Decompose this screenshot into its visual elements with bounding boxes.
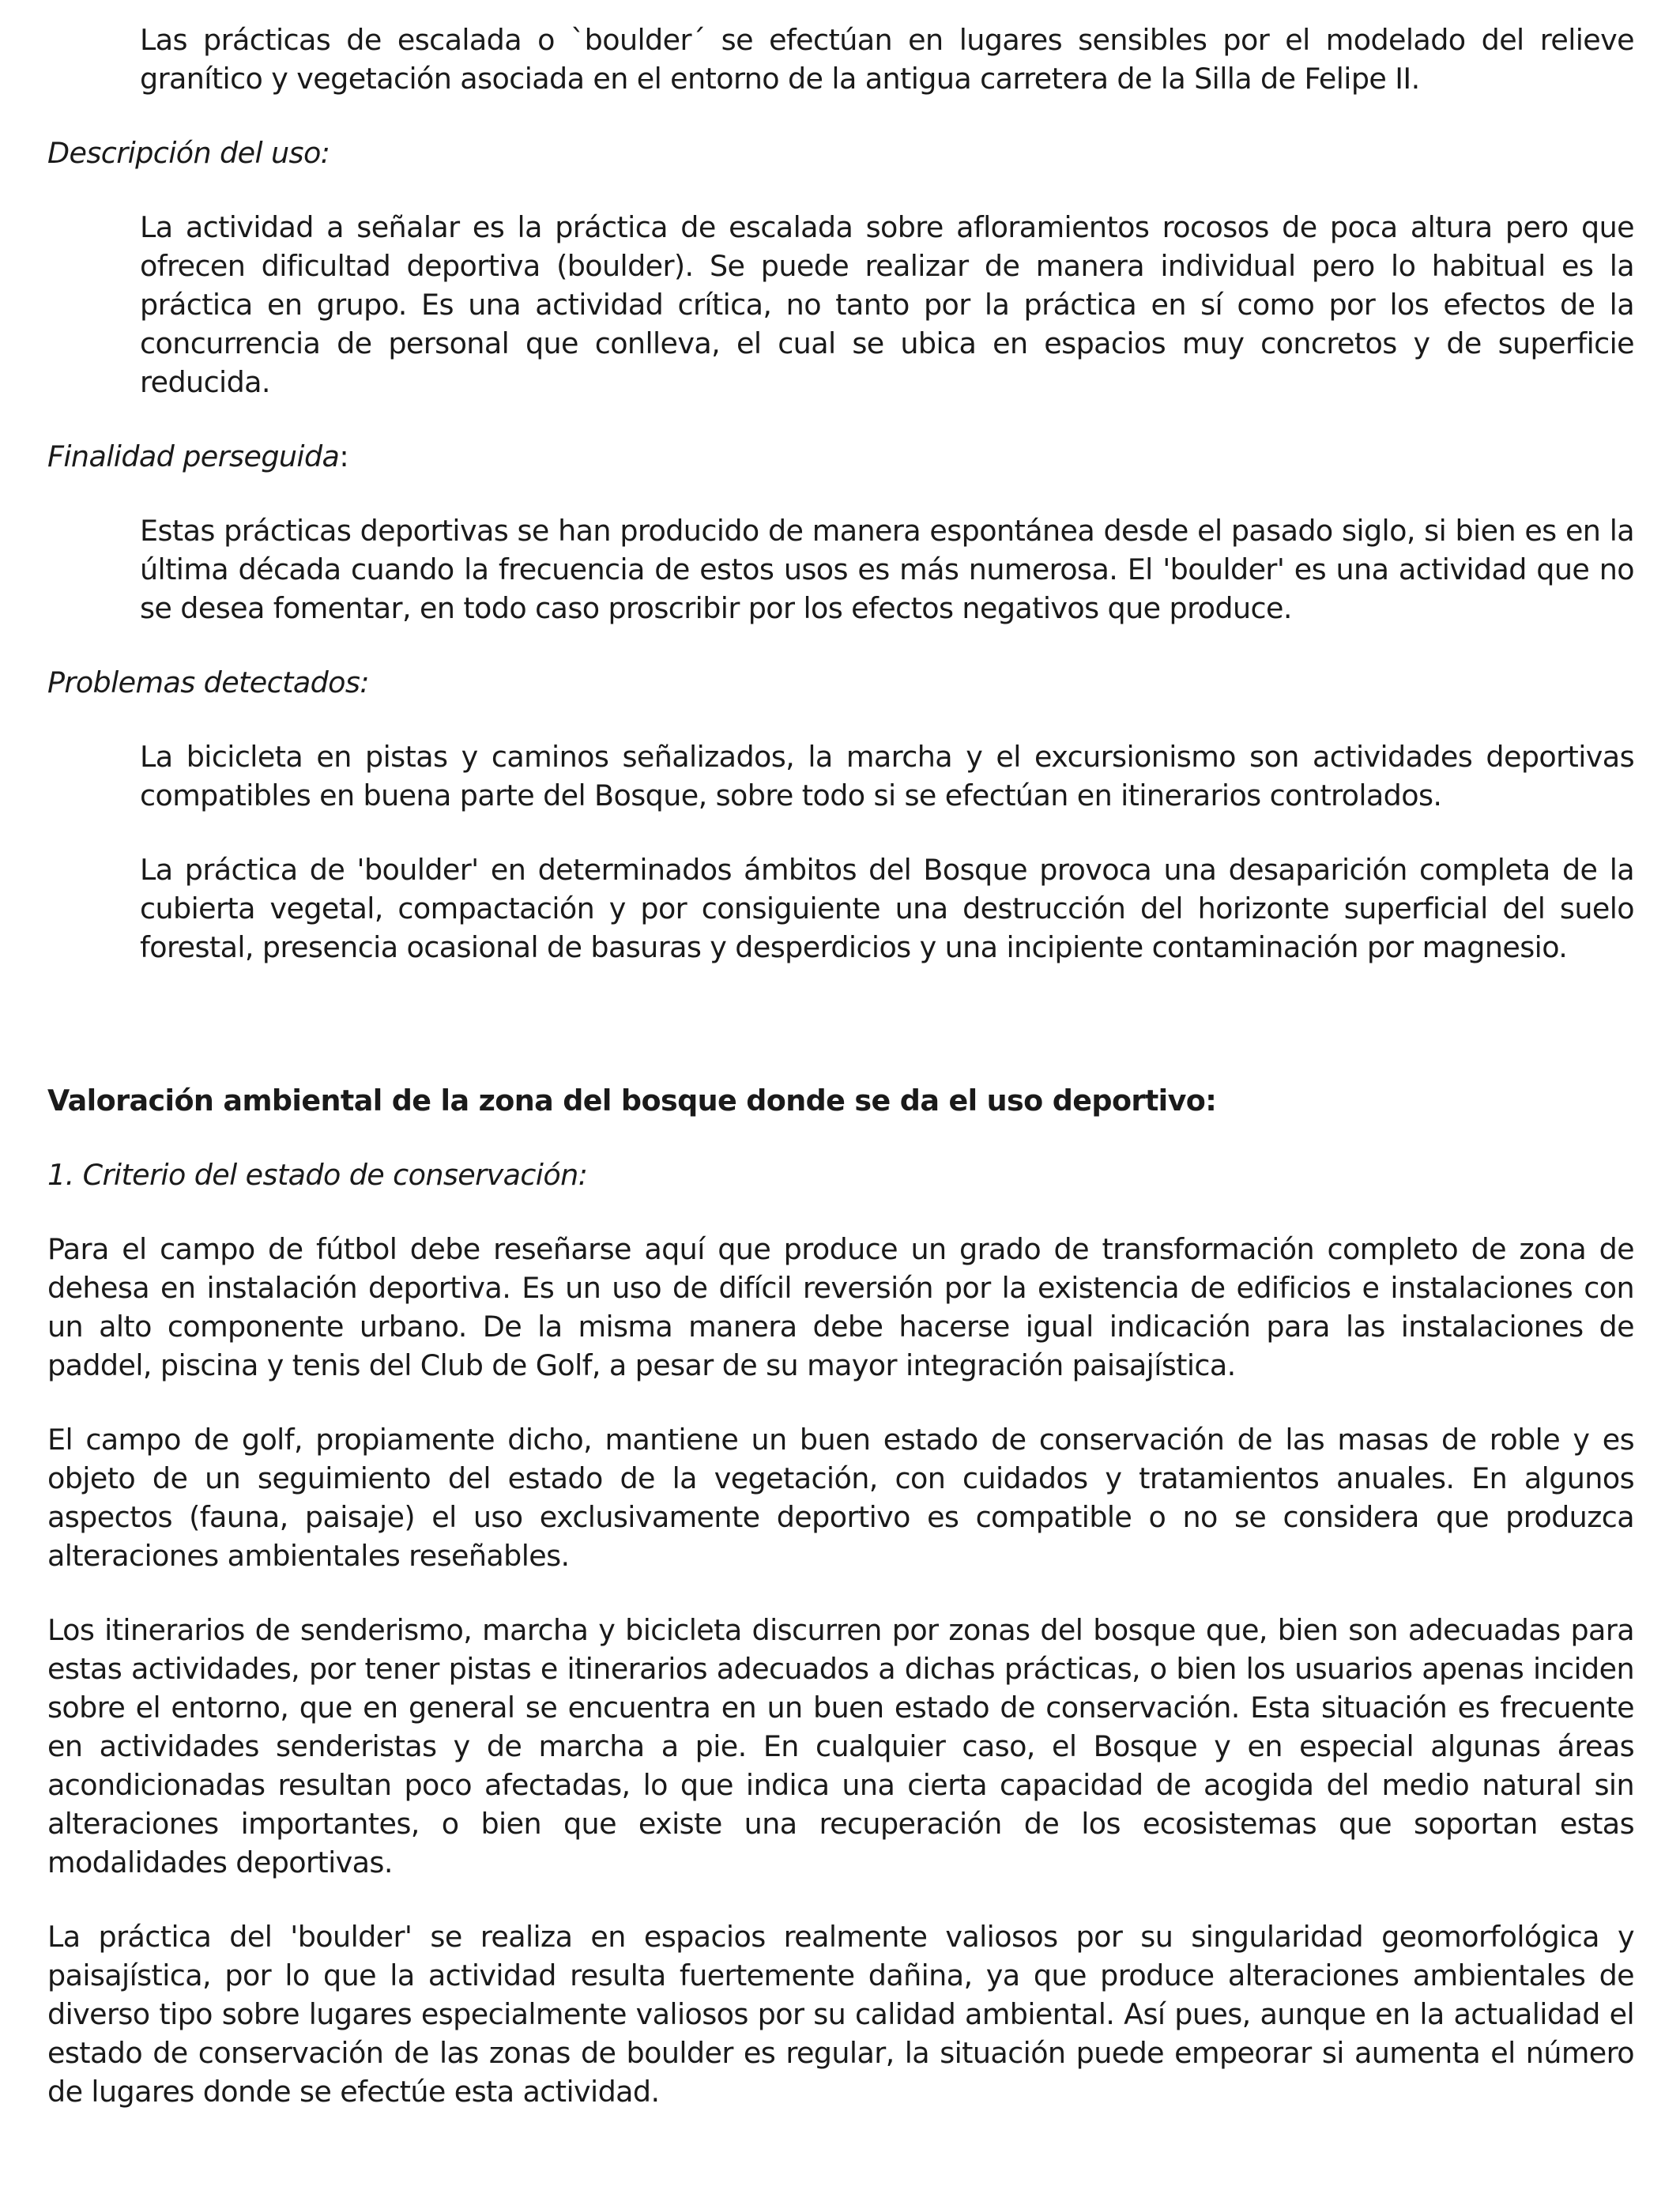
document-page <box>47 21 1634 2111</box>
finalidad-colon: : <box>339 439 349 473</box>
finalidad-label: Finalidad perseguida <box>47 439 340 473</box>
problemas-label: Problemas detectados: <box>47 665 370 699</box>
descripcion-paragraph: La actividad a señalar es la práctica de escalada sobre afloramientos rocosos de poca altura pero que ofrecen dificultad deportiva (boulder). Se puede realizar de manera individual pero lo habitual es la práctica en grupo. Es una actividad crítica, no tanto por la práctica en sí como por los efectos de la concurrencia de personal que conlleva, el cual se ubica en espacios muy concretos y de superficie reducida. <box>140 210 1634 399</box>
valoracion-paragraph-4: La práctica del 'boulder' se realiza en espacios realmente valiosos por su singularidad geomorfológica y paisajística, por lo que la actividad resulta fuertemente dañina, ya que produce alteraciones ambientales de diverso tipo sobre lugares especialmente valiosos por su calidad ambiental. Así pues, aunque en la actualidad el estado de conservación de las zonas de boulder es regular, la situación puede empeorar si aumenta el número de lugares donde se efectúe esta actividad. <box>47 1920 1634 2109</box>
descripcion-label: Descripción del uso: <box>47 136 330 170</box>
valoracion-paragraph-1: Para el campo de fútbol debe reseñarse aquí que produce un grado de transformación completo de zona de dehesa en instalación deportiva. Es un uso de difícil reversión por la existencia de edificios e instalaciones con un alto componente urbano. De la misma manera debe hacerse igual indicación para las instalaciones de paddel, piscina y tenis del Club de Golf, a pesar de su mayor integración paisajística. <box>47 1232 1634 1382</box>
finalidad-paragraph: Estas prácticas deportivas se han producido de manera espontánea desde el pasado siglo, si bien es en la última década cuando la frecuencia de estos usos es más numerosa. El 'boulder' es una actividad que no se desea fomentar, en todo caso proscribir por los efectos negativos que produce. <box>140 514 1634 625</box>
valoracion-paragraph-2: El campo de golf, propiamente dicho, mantiene un buen estado de conservación de las masas de roble y es objeto de un seguimiento del estado de la vegetación, con cuidados y tratamientos anuales. En algunos aspectos (fauna, paisaje) el uso exclusivamente deportivo es compatible o no se considera que produzca alteraciones ambientales reseñables. <box>47 1423 1634 1573</box>
intro-paragraph: Las prácticas de escalada o `boulder´ se efectúan en lugares sensibles por el modelado del relieve granítico y vegetación asociada en el entorno de la antigua carretera de la Silla de Felipe II. <box>140 23 1634 96</box>
finalidad-label-line <box>47 437 1634 476</box>
problemas-paragraph-1: La bicicleta en pistas y caminos señalizados, la marcha y el excursionismo son actividades deportivas compatibles en buena parte del Bosque, sobre todo si se efectúan en itinerarios controlados. <box>140 740 1634 812</box>
valoracion-heading: Valoración ambiental de la zona del bosque donde se da el uso deportivo: <box>47 1084 1217 1118</box>
problemas-paragraph-2: La práctica de 'boulder' en determinados ámbitos del Bosque provoca una desaparición completa de la cubierta vegetal, compactación y por consiguiente una destrucción del horizonte superficial del suelo forestal, presencia ocasional de basuras y desperdicios y una incipiente contaminación por magnesio. <box>140 853 1634 964</box>
valoracion-paragraph-3: Los itinerarios de senderismo, marcha y bicicleta discurren por zonas del bosque que, bien son adecuadas para estas actividades, por tener pistas e itinerarios adecuados a dichas prácticas, o bien los usuarios apenas inciden sobre el entorno, que en general se encuentra en un buen estado de conservación. Esta situación es frecuente en actividades senderistas y de marcha a pie. En cualquier caso, el Bosque y en especial algunas áreas acondicionadas resultan poco afectadas, lo que indica una cierta capacidad de acogida del medio natural sin alteraciones importantes, o bien que existe una recuperación de los ecosistemas que soportan estas modalidades deportivas. <box>47 1613 1634 1879</box>
criterio-label: 1. Criterio del estado de conservación: <box>47 1158 588 1192</box>
